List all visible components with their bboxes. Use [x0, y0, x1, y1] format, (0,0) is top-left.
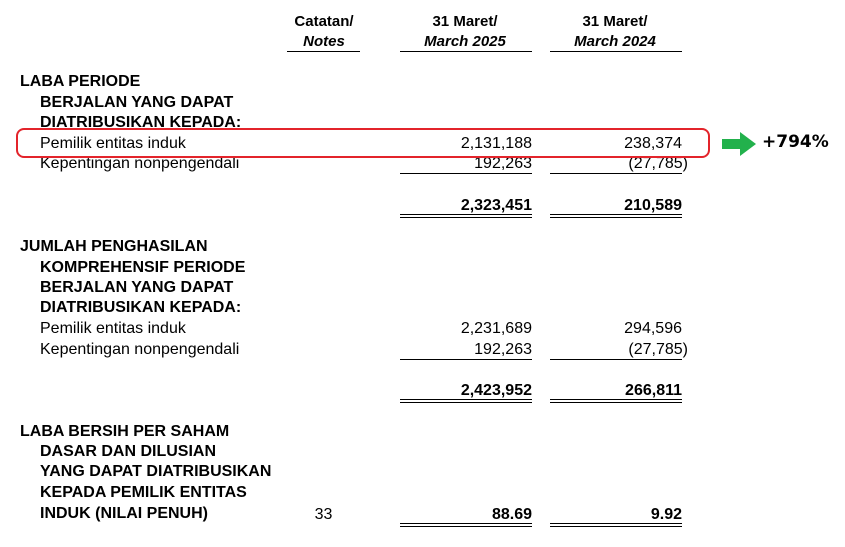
- col-2025-header: [398, 12, 532, 52]
- section2-row2-label: Kepentingan nonpengendali: [40, 341, 240, 358]
- section1-title-line1: LABA PERIODE: [20, 73, 141, 90]
- section1-row2-2024: (27,785): [628, 155, 688, 172]
- section2-total-2024: 266,811: [625, 382, 682, 399]
- section2-total-double-underline-2024: [550, 399, 682, 403]
- section2-total-2025: 2,423,952: [460, 382, 532, 399]
- change-percent-label: +794%: [762, 132, 829, 152]
- section1-subtotal-line-2025: [400, 173, 532, 174]
- section2-title-line4: DIATRIBUSIKAN KEPADA:: [40, 299, 242, 316]
- section2-row2-2025: 192,263: [474, 341, 532, 358]
- col-2024-header: [548, 12, 682, 52]
- section3-note-ref: 33: [314, 506, 333, 523]
- section3-title-line1: LABA BERSIH PER SAHAM: [20, 423, 230, 440]
- section2-subtotal-line-2024: [550, 359, 682, 360]
- section1-subtotal-line-2024: [550, 173, 682, 174]
- section2-title-line3: BERJALAN YANG DAPAT: [40, 279, 234, 296]
- section2-subtotal-line-2025: [400, 359, 532, 360]
- section3-eps-2024: 9.92: [650, 506, 682, 523]
- notes-header-line1: Catatan/: [294, 13, 354, 30]
- section2-row1-2025: 2,231,689: [460, 320, 532, 337]
- section2-row2-2024: (27,785): [628, 341, 688, 358]
- section3-double-underline-2025: [400, 523, 532, 527]
- section3-title-line4: KEPADA PEMILIK ENTITAS: [40, 484, 247, 501]
- col-2025-header-line1: 31 Maret/: [432, 13, 498, 30]
- section1-row1-2025: 2,131,188: [460, 135, 532, 152]
- section3-title-line5: INDUK (NILAI PENUH): [40, 505, 208, 522]
- notes-header: [280, 12, 368, 52]
- section1-title-line3: DIATRIBUSIKAN KEPADA:: [40, 114, 242, 131]
- section2-row1-label: Pemilik entitas induk: [40, 320, 186, 337]
- col-2025-header-underline: [400, 51, 532, 52]
- section3-title-line2: DASAR DAN DILUSIAN: [40, 443, 216, 460]
- section1-total-double-underline-2024: [550, 214, 682, 218]
- section1-row1-label: Pemilik entitas induk: [40, 135, 186, 152]
- section1-row1-2024: 238,374: [624, 135, 682, 152]
- section3-double-underline-2024: [550, 523, 682, 527]
- section1-row2-label: Kepentingan nonpengendali: [40, 155, 240, 172]
- notes-header-underline: [287, 51, 360, 52]
- col-2024-header-line1: 31 Maret/: [582, 13, 648, 30]
- col-2025-header-line2: March 2025: [424, 33, 506, 50]
- section1-title-line2: BERJALAN YANG DAPAT: [40, 94, 234, 111]
- section1-row2-2025: 192,263: [474, 155, 532, 172]
- col-2024-header-underline: [550, 51, 682, 52]
- section1-total-2025: 2,323,451: [460, 197, 532, 214]
- right-arrow-icon: [722, 132, 756, 156]
- section1-total-double-underline-2025: [400, 214, 532, 218]
- section2-title-line2: KOMPREHENSIF PERIODE: [40, 259, 246, 276]
- notes-header-line2: Notes: [303, 33, 345, 50]
- section3-eps-2025: 88.69: [491, 506, 532, 523]
- section2-title-line1: JUMLAH PENGHASILAN: [20, 238, 208, 255]
- section1-total-2024: 210,589: [624, 197, 682, 214]
- highlight-box: [16, 128, 710, 158]
- section2-row1-2024: 294,596: [624, 320, 682, 337]
- section3-title-line3: YANG DAPAT DIATRIBUSIKAN: [40, 463, 272, 480]
- section2-total-double-underline-2025: [400, 399, 532, 403]
- col-2024-header-line2: March 2024: [574, 33, 656, 50]
